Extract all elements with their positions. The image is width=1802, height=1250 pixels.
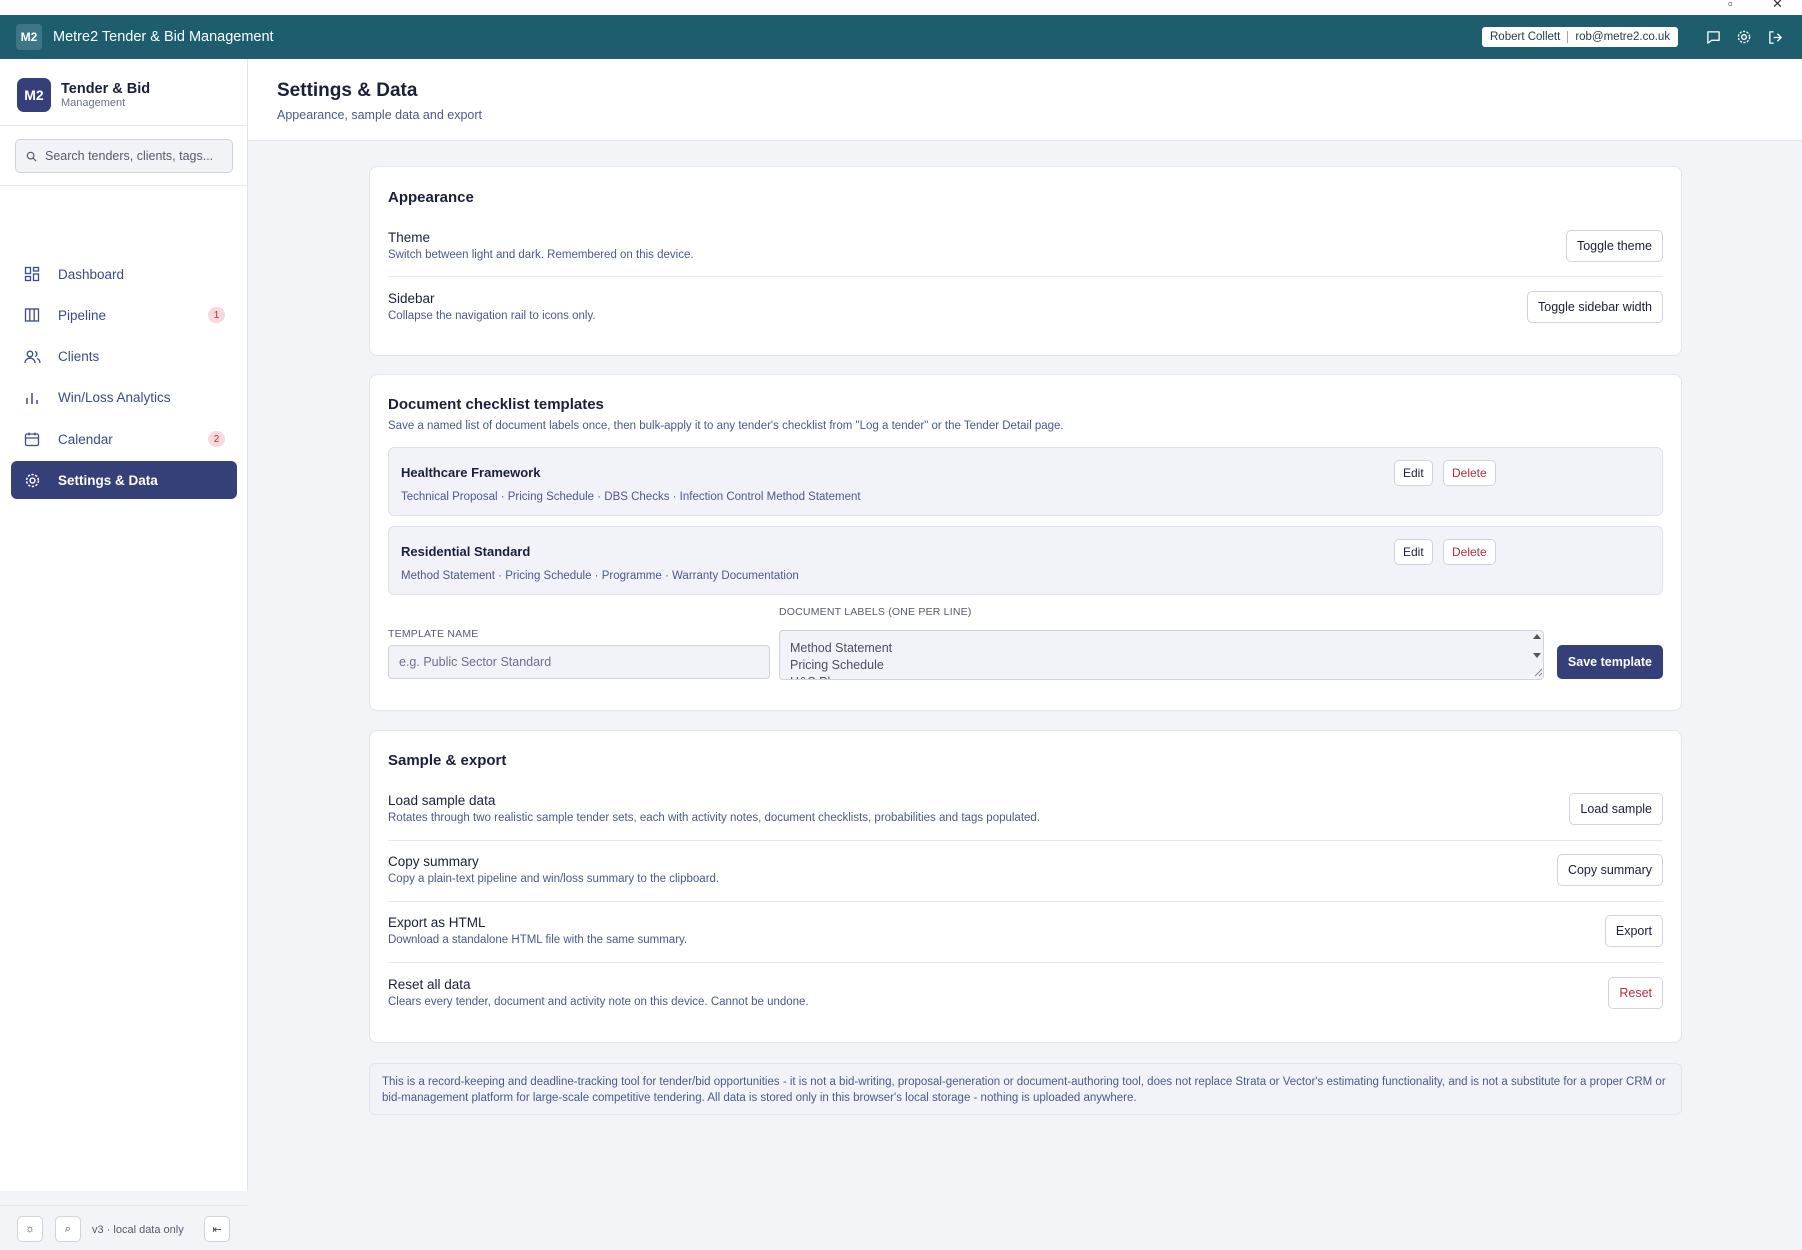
row-desc: Rotates through two realistic sample tender sets, each with activity notes, document checklists, probabilities and tags populated. — [388, 812, 1041, 824]
template-labels: Technical Proposal · Pricing Schedule · DBS Checks · Infection Control Method Statement — [401, 491, 861, 503]
sidebar-item-label: Dashboard — [58, 266, 125, 282]
template-name-input[interactable] — [388, 645, 770, 679]
theme-title: Theme — [388, 230, 431, 245]
toggle-sidebar-width-button[interactable]: Toggle sidebar width — [1527, 291, 1663, 323]
template-item — [388, 526, 1663, 595]
search-input[interactable] — [45, 149, 225, 163]
sidebar-nav — [11, 255, 237, 503]
version-label: v3 · local data only — [92, 1224, 184, 1236]
theme-desc: Switch between light and dark. Remembered on this device. — [388, 249, 694, 261]
template-labels: Method Statement · Pricing Schedule · Programme · Warranty Documentation — [401, 570, 799, 582]
edit-template-button[interactable]: Edit — [1394, 539, 1433, 565]
sidebar-item-settings[interactable] — [11, 461, 237, 499]
gear-icon — [23, 471, 41, 489]
logout-icon[interactable] — [1764, 26, 1786, 48]
collapse-icon: ⇤ — [212, 1223, 222, 1236]
brand-title: Tender & Bid — [61, 80, 151, 97]
delete-template-button[interactable]: Delete — [1443, 460, 1496, 486]
appearance-title: Appearance — [388, 189, 474, 206]
row-divider — [388, 901, 1663, 902]
copy-summary-row — [388, 854, 1663, 885]
sidebar-item-dashboard[interactable] — [11, 255, 237, 293]
sample-export-title: Sample & export — [388, 752, 507, 769]
sidebar-item-label: Settings & Data — [58, 472, 158, 488]
clients-icon — [23, 348, 41, 366]
disclaimer-note: This is a record-keeping and deadline-tracking tool for tender/bid opportunities - it is not a bid-writing, proposal-generation or document-authoring tool, does not replace Strata or Vector's estimating functionality, and is not a substitute for a proper CRM or bid-management platform for large-scale competitive tendering. All data is stored only in this browser's local storage - nothing is uploaded anywhere. — [369, 1063, 1682, 1115]
sidebar-search[interactable] — [15, 139, 233, 173]
app-logo: M2 — [16, 24, 42, 50]
maximize-icon[interactable]: ▫ — [1728, 0, 1733, 11]
row-desc: Copy a plain-text pipeline and win/loss summary to the clipboard. — [388, 873, 720, 885]
sidebar-item-pipeline[interactable] — [11, 296, 237, 334]
bar-chart-icon — [23, 389, 41, 407]
row-desc: Download a standalone HTML file with the same summary. — [388, 934, 688, 946]
save-template-button[interactable]: Save template — [1557, 645, 1663, 679]
template-name: Residential Standard — [401, 544, 531, 559]
reset-button[interactable]: Reset — [1608, 977, 1663, 1009]
search-button[interactable] — [55, 1216, 81, 1242]
sidebar-item-label: Pipeline — [58, 307, 107, 323]
search-icon: ⌕ — [64, 1222, 72, 1235]
theme-row — [388, 230, 1663, 261]
os-window-strip — [0, 0, 1802, 15]
toggle-theme-button[interactable]: Toggle theme — [1566, 230, 1663, 262]
sidebar — [0, 59, 248, 1236]
collapse-sidebar-button[interactable] — [204, 1216, 230, 1242]
row-divider — [388, 276, 1663, 277]
sidebar-setting-title: Sidebar — [388, 291, 435, 306]
sidebar-item-label: Win/Loss Analytics — [58, 390, 171, 406]
appearance-card — [369, 166, 1682, 356]
dashboard-icon — [23, 265, 41, 283]
textarea-scrollbar[interactable] — [1530, 631, 1544, 679]
sidebar-divider — [0, 125, 247, 126]
sidebar-row — [388, 291, 1663, 322]
sidebar-item-calendar[interactable] — [11, 420, 237, 458]
sidebar-item-label: Calendar — [58, 431, 113, 447]
user-chip-divider — [1567, 31, 1568, 43]
export-html-row — [388, 915, 1663, 946]
page-title: Settings & Data — [277, 80, 418, 101]
reset-data-row — [388, 977, 1663, 1008]
pipeline-icon — [23, 306, 41, 324]
sidebar-divider — [0, 185, 247, 186]
app-title: Metre2 Tender & Bid Management — [53, 29, 274, 45]
pipeline-count-badge: 1 — [208, 307, 225, 323]
template-name-label: TEMPLATE NAME — [388, 628, 479, 640]
feedback-icon[interactable] — [1702, 26, 1724, 48]
row-divider — [388, 840, 1663, 841]
sample-export-card — [369, 730, 1682, 1043]
edit-template-button[interactable]: Edit — [1394, 460, 1433, 486]
row-title: Copy summary — [388, 854, 479, 869]
document-labels-label: DOCUMENT LABELS (ONE PER LINE) — [779, 606, 972, 618]
load-sample-row — [388, 793, 1663, 824]
settings-gear-icon[interactable] — [1733, 26, 1755, 48]
template-name: Healthcare Framework — [401, 465, 541, 480]
templates-desc: Save a named list of document labels once, then bulk-apply it to any tender's checklist from "Log a tender" or the Tender Detail page. — [388, 420, 1064, 432]
sidebar-item-label: Clients — [58, 349, 100, 365]
sidebar-setting-desc: Collapse the navigation rail to icons only. — [388, 310, 596, 322]
row-title: Export as HTML — [388, 915, 486, 930]
page-header — [248, 59, 1802, 141]
sun-icon: ☼ — [24, 1223, 36, 1235]
delete-template-button[interactable]: Delete — [1443, 539, 1496, 565]
row-desc: Clears every tender, document and activity note on this device. Cannot be undone. — [388, 996, 809, 1008]
templates-title: Document checklist templates — [388, 396, 604, 413]
copy-summary-button[interactable]: Copy summary — [1557, 854, 1663, 886]
search-icon — [26, 151, 37, 162]
calendar-count-badge: 2 — [208, 431, 225, 447]
user-name: Robert Collett — [1490, 31, 1561, 43]
load-sample-button[interactable]: Load sample — [1569, 793, 1663, 825]
document-labels-textarea[interactable] — [779, 630, 1544, 680]
brand-logo: M2 — [17, 78, 51, 112]
row-title: Load sample data — [388, 793, 496, 808]
sidebar-footer — [0, 1205, 247, 1250]
row-title: Reset all data — [388, 977, 471, 992]
theme-toggle-button[interactable] — [17, 1216, 43, 1242]
app-titlebar — [0, 15, 1802, 59]
user-chip[interactable] — [1482, 27, 1678, 47]
page-subtitle: Appearance, sample data and export — [277, 108, 482, 122]
template-item — [388, 447, 1663, 516]
row-divider — [388, 962, 1663, 963]
sidebar-item-clients[interactable] — [11, 338, 237, 376]
templates-card — [369, 374, 1682, 711]
export-button[interactable]: Export — [1605, 915, 1663, 947]
calendar-icon — [23, 430, 41, 448]
sidebar-item-analytics[interactable] — [11, 379, 237, 417]
sidebar-brand — [17, 78, 150, 112]
user-email: rob@metre2.co.uk — [1575, 31, 1671, 43]
brand-subtitle: Management — [61, 96, 126, 109]
close-icon[interactable]: ✕ — [1772, 0, 1783, 11]
